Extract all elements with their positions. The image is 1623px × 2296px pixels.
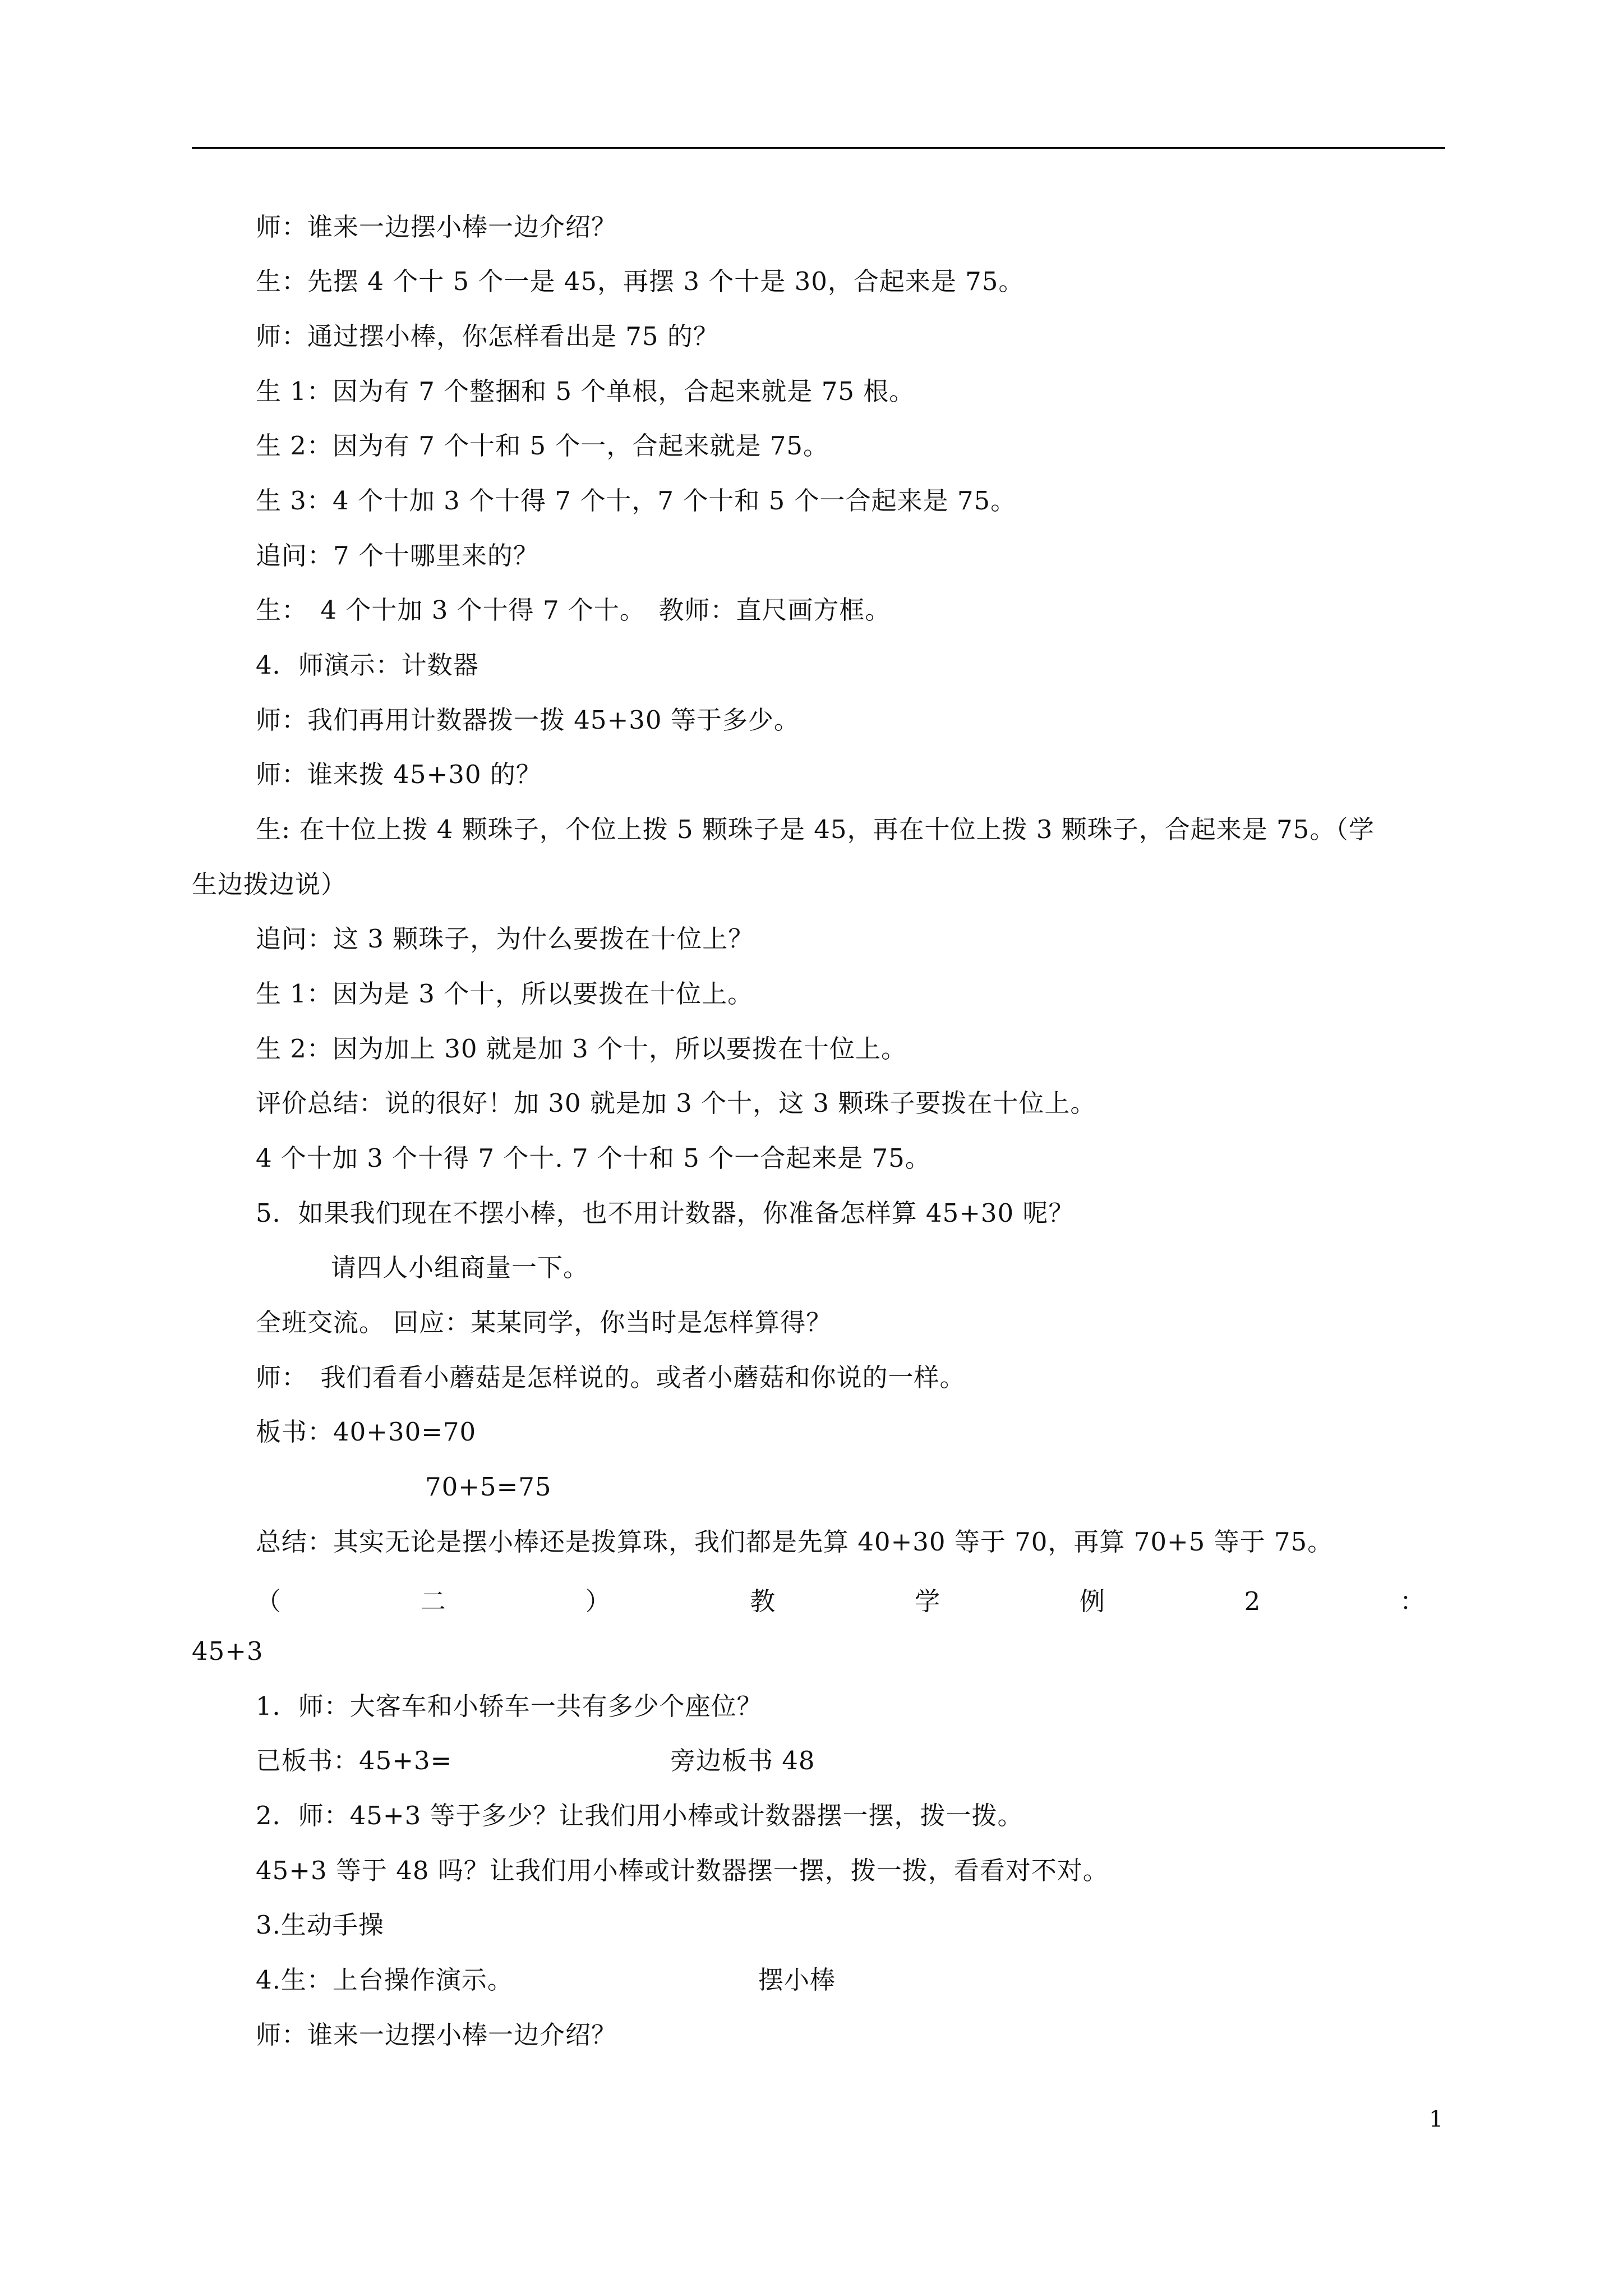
heading-char: 2 [1244, 1586, 1261, 1616]
text-line: 师： 我们看看小蘑菇是怎样说的。或者小蘑菇和你说的一样。 [256, 1363, 966, 1392]
text-line: 生 1：因为是 3 个十，所以要拨在十位上。 [256, 979, 754, 1009]
text-line: 4．师演示：计数器 [256, 650, 479, 680]
text-line: 请四人小组商量一下。 [331, 1253, 589, 1282]
text-line: 5．如果我们现在不摆小棒，也不用计数器，你准备怎样算 45+30 呢？ [256, 1198, 1075, 1228]
text-line: 师：谁来拨 45+30 的？ [256, 760, 542, 789]
text-line: 生：先摆 4 个十 5 个一是 45，再摆 3 个十是 30，合起来是 75。 [256, 266, 1025, 296]
text-line: 生 2：因为有 7 个十和 5 个一，合起来就是 75。 [256, 431, 829, 461]
text-line: 追问：这 3 颗珠子，为什么要拨在十位上？ [256, 924, 754, 954]
header-rule [192, 147, 1445, 149]
text-line: 4.生：上台操作演示。 [256, 1965, 513, 1995]
text-line: 4 个十加 3 个十得 7 个十. 7 个十和 5 个一合起来是 75。 [256, 1143, 931, 1173]
text-line: 师：谁来一边摆小棒一边介绍？ [256, 212, 617, 242]
text-line: 师：通过摆小棒，你怎样看出是 75 的？ [256, 321, 719, 351]
text-line: 摆小棒 [758, 1965, 836, 1995]
text-line: 生 3：4 个十加 3 个十得 7 个十，7 个十和 5 个一合起来是 75。 [256, 486, 1017, 516]
text-line: 板书：40+30=70 [256, 1417, 477, 1447]
heading-char: ） [585, 1586, 611, 1616]
text-line: 已板书：45+3= [256, 1746, 453, 1775]
heading-char: 例 [1079, 1586, 1105, 1616]
heading-char: （ [256, 1586, 282, 1616]
text-line: 师：谁来一边摆小棒一边介绍？ [256, 2020, 617, 2050]
text-line: 师：我们再用计数器拨一拨 45+30 等于多少。 [256, 705, 800, 735]
page-number: 1 [1429, 2106, 1444, 2132]
text-line: 生： 4 个十加 3 个十得 7 个十。 教师：直尺画方框。 [256, 595, 891, 625]
text-line: 生 1：因为有 7 个整捆和 5 个单根，合起来就是 75 根。 [256, 376, 915, 406]
text-line: 生边拨边说） [192, 869, 347, 899]
text-line: 追问：7 个十哪里来的？ [256, 541, 539, 570]
section-heading [256, 1585, 1425, 1618]
text-line: 1．师：大客车和小轿车一共有多少个座位？ [256, 1691, 763, 1721]
text-line: 旁边板书 48 [670, 1746, 815, 1775]
text-line: 70+5=75 [425, 1472, 552, 1502]
heading-char: 学 [915, 1586, 940, 1616]
text-line: 生 2：因为加上 30 就是加 3 个十，所以要拨在十位上。 [256, 1034, 907, 1064]
text-line: 3.生动手操 [256, 1910, 384, 1940]
heading-char: ： [1399, 1586, 1425, 1616]
text-line: 45+3 等于 48 吗？让我们用小棒或计数器摆一摆，拨一拨，看看对不对。 [256, 1856, 1109, 1885]
text-line: 2．师：45+3 等于多少？让我们用小棒或计数器摆一摆，拨一拨。 [256, 1801, 1023, 1830]
text-line: 评价总结：说的很好！加 30 就是加 3 个十，这 3 颗珠子要拨在十位上。 [256, 1088, 1096, 1118]
text-line: 45+3 [192, 1636, 264, 1666]
text-line: 生: 在十位上拨 4 颗珠子，个位上拨 5 颗珠子是 45，再在十位上拨 3 颗珠子，合起来是 75。（学 [256, 815, 1375, 844]
text-line: 全班交流。 回应：某某同学，你当时是怎样算得？ [256, 1308, 832, 1337]
heading-char: 教 [750, 1586, 776, 1616]
heading-char: 二 [420, 1586, 446, 1616]
text-line: 总结：其实无论是摆小棒还是拨算珠，我们都是先算 40+30 等于 70，再算 70+5 等于 75。 [256, 1527, 1334, 1557]
